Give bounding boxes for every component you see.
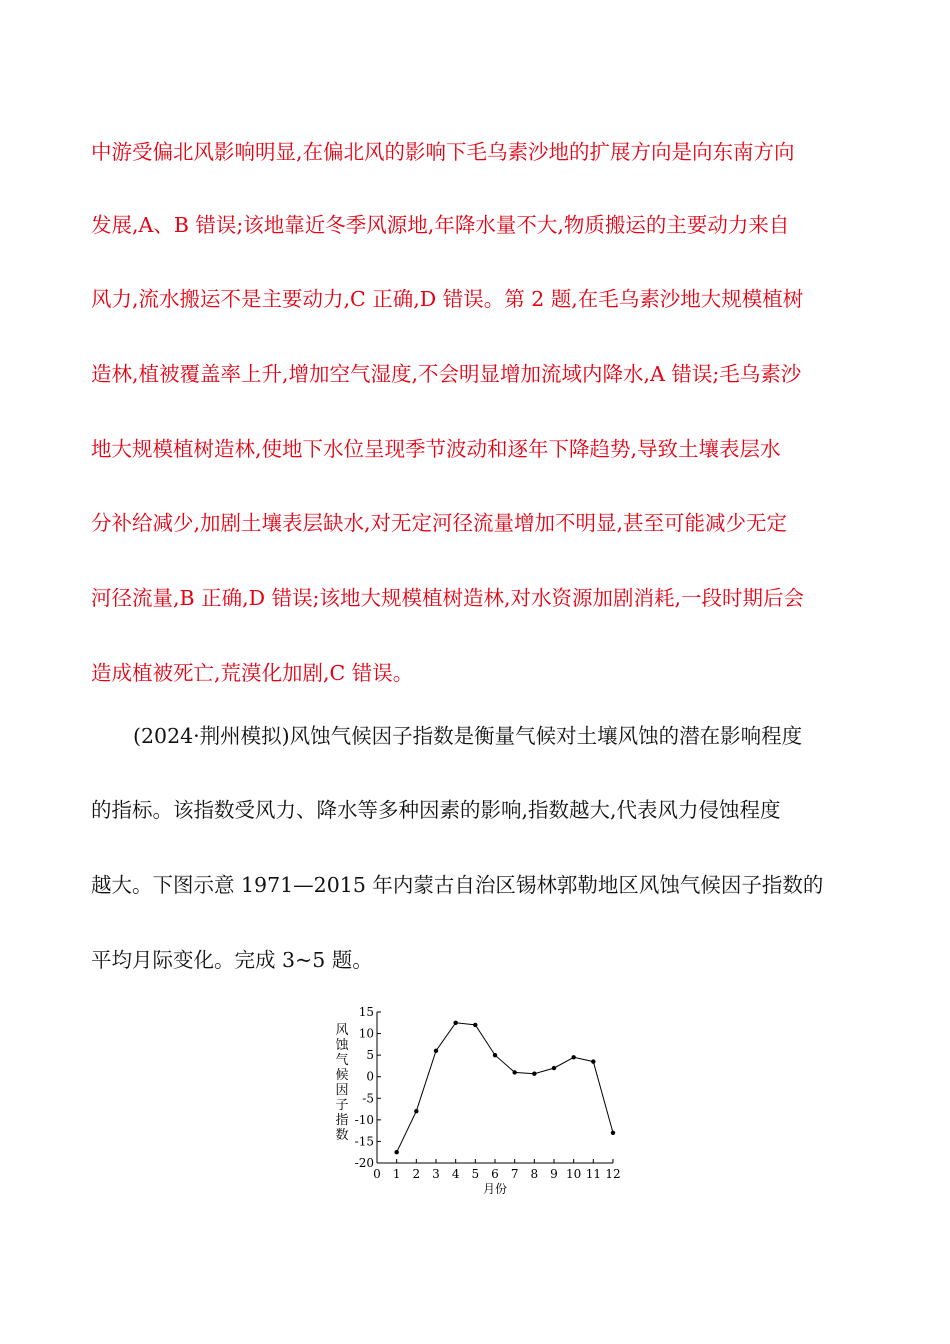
answer-line-8: 造成植被死亡,荒漠化加剧,C 错误。 — [91, 661, 414, 685]
data-point-month-10 — [571, 1055, 575, 1059]
answer-line-7: 河径流量,B 正确,D 错误;该地大规模植树造林,对水资源加剧消耗,一段时期后会 — [91, 586, 805, 610]
x-tick-label: 4 — [451, 1167, 460, 1181]
data-point-month-5 — [473, 1023, 477, 1027]
answer-line-4: 造林,植被覆盖率上升,增加空气湿度,不会明显增加流域内降水,A 错误;毛乌素沙 — [91, 362, 802, 386]
x-tick-label: 0 — [373, 1167, 381, 1181]
x-tick-label: 7 — [510, 1167, 519, 1181]
y-label-char: 指 — [335, 1113, 349, 1128]
question-line-3: 越大。下图示意 1971—2015 年内蒙古自治区锡林郭勒地区风蚀气候因子指数的 — [91, 873, 824, 897]
y-tick-label: 15 — [358, 1005, 374, 1019]
data-points — [394, 1021, 615, 1155]
series-line — [397, 1023, 613, 1152]
data-point-month-4 — [453, 1021, 457, 1025]
x-tick-label: 5 — [471, 1167, 480, 1181]
data-point-month-7 — [512, 1070, 516, 1074]
y-tick-label: 0 — [366, 1069, 374, 1084]
answer-line-5: 地大规模植树造林,使地下水位呈现季节波动和逐年下降趋势,导致土壤表层水 — [91, 437, 781, 461]
data-point-month-12 — [611, 1131, 615, 1135]
x-tick-label: 1 — [392, 1167, 401, 1181]
y-label-char: 蚀 — [335, 1038, 349, 1053]
question-line-2: 的指标。该指数受风力、降水等多种因素的影响,指数越大,代表风力侵蚀程度 — [91, 798, 781, 822]
x-axis-ticks — [373, 1159, 620, 1181]
y-label-char: 气 — [335, 1053, 349, 1068]
x-tick-label: 6 — [491, 1167, 499, 1181]
wind-erosion-index-chart — [330, 1000, 630, 1200]
answer-line-3: 风力,流水搬运不是主要动力,C 正确,D 错误。第 2 题,在毛乌素沙地大规模植树 — [91, 287, 804, 311]
y-label-char: 风 — [335, 1023, 349, 1038]
x-tick-label: 10 — [566, 1167, 582, 1181]
question-line-4: 平均月际变化。完成 3~5 题。 — [91, 948, 373, 972]
x-axis-label: 月份 — [482, 1182, 508, 1196]
y-label-char: 候 — [335, 1068, 349, 1083]
x-tick-label: 9 — [550, 1167, 558, 1181]
data-point-month-9 — [552, 1066, 556, 1070]
data-point-month-8 — [532, 1071, 536, 1075]
y-label-char: 数 — [335, 1128, 349, 1143]
x-tick-label: 8 — [530, 1167, 539, 1181]
data-point-month-11 — [591, 1059, 595, 1063]
x-tick-label: 11 — [585, 1167, 601, 1181]
y-axis-label — [335, 1023, 349, 1143]
data-point-month-1 — [394, 1150, 398, 1154]
y-tick-label: -5 — [362, 1091, 374, 1106]
data-point-month-2 — [414, 1109, 418, 1113]
y-label-char: 因 — [335, 1083, 349, 1098]
x-tick-label: 3 — [432, 1167, 440, 1181]
x-tick-label: 12 — [605, 1167, 621, 1181]
y-tick-label: 5 — [366, 1048, 374, 1063]
answer-line-2: 发展,A、B 错误;该地靠近冬季风源地,年降水量不大,物质搬运的主要动力来自 — [91, 213, 790, 237]
y-tick-label: 10 — [358, 1026, 374, 1041]
y-tick-label: -15 — [354, 1134, 374, 1149]
y-label-char: 子 — [335, 1098, 349, 1113]
data-point-month-6 — [493, 1053, 497, 1057]
y-tick-label: -20 — [354, 1156, 374, 1170]
question-line-1: (2024·荆州模拟)风蚀气候因子指数是衡量气候对土壤风蚀的潜在影响程度 — [133, 724, 803, 748]
answer-line-1: 中游受偏北风影响明显,在偏北风的影响下毛乌素沙地的扩展方向是向东南方向 — [91, 140, 795, 164]
y-tick-label: -10 — [354, 1112, 374, 1127]
data-point-month-3 — [434, 1049, 438, 1053]
x-tick-label: 2 — [412, 1167, 421, 1181]
answer-line-6: 分补给减少,加剧土壤表层缺水,对无定河径流量增加不明显,甚至可能减少无定 — [91, 511, 788, 535]
